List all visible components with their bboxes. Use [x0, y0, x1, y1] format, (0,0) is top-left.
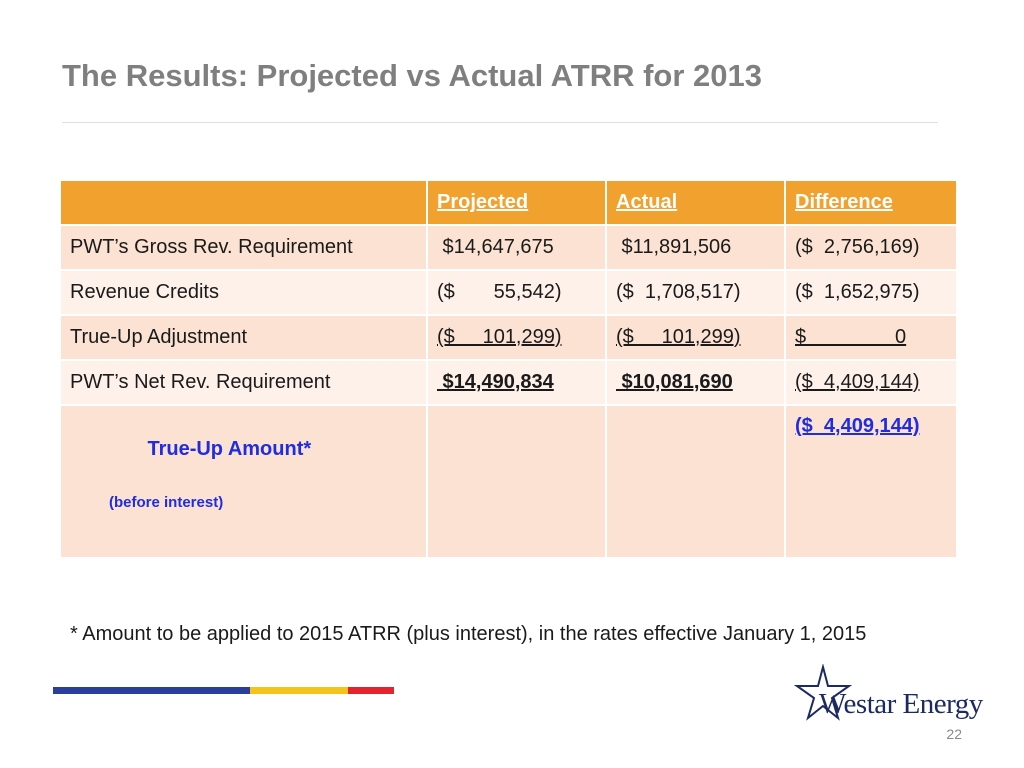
actual-value: $10,081,690	[616, 371, 733, 393]
westar-energy-logo	[793, 664, 983, 724]
actual-value: $11,891,506	[606, 225, 785, 270]
actual-value: ($ 101,299)	[616, 326, 741, 348]
row-label: True-Up Adjustment	[60, 315, 427, 360]
results-table	[59, 179, 958, 559]
brand-stripe-blue	[53, 687, 250, 694]
table-row	[60, 315, 957, 360]
header-projected: Projected	[427, 180, 606, 225]
page-number: 22	[946, 726, 962, 742]
difference-value: $ 0	[795, 326, 907, 348]
actual-value: ($ 1,708,517)	[606, 270, 785, 315]
table-row-true-up	[60, 405, 957, 558]
difference-value: ($ 4,409,144)	[795, 371, 920, 393]
projected-value	[427, 405, 606, 558]
row-label: PWT’s Net Rev. Requirement	[60, 360, 427, 405]
true-up-label: True-Up Amount*	[147, 438, 312, 460]
header-label-cell	[60, 180, 427, 225]
table-row	[60, 225, 957, 270]
projected-value: ($ 101,299)	[437, 326, 562, 348]
row-label: Revenue Credits	[60, 270, 427, 315]
true-up-difference: ($ 4,409,144)	[795, 415, 920, 437]
header-difference: Difference	[785, 180, 957, 225]
projected-value: ($ 55,542)	[427, 270, 606, 315]
brand-stripe-red	[348, 687, 394, 694]
title-divider	[62, 122, 938, 123]
actual-value	[606, 405, 785, 558]
projected-value: $14,490,834	[437, 371, 554, 393]
slide-title: The Results: Projected vs Actual ATRR for 2013	[62, 58, 762, 93]
true-up-sublabel: (before interest)	[109, 494, 224, 511]
table-row	[60, 270, 957, 315]
difference-value: ($ 2,756,169)	[785, 225, 957, 270]
header-actual: Actual	[606, 180, 785, 225]
projected-value: $14,647,675	[427, 225, 606, 270]
difference-value: ($ 1,652,975)	[785, 270, 957, 315]
brand-stripe-yellow	[250, 687, 348, 694]
footnote: * Amount to be applied to 2015 ATRR (plus interest), in the rates effective January 1, 2015	[70, 623, 867, 645]
row-label: PWT’s Gross Rev. Requirement	[60, 225, 427, 270]
logo-text: Westar Energy	[819, 688, 983, 720]
table-header-row	[60, 180, 957, 225]
table-row	[60, 360, 957, 405]
